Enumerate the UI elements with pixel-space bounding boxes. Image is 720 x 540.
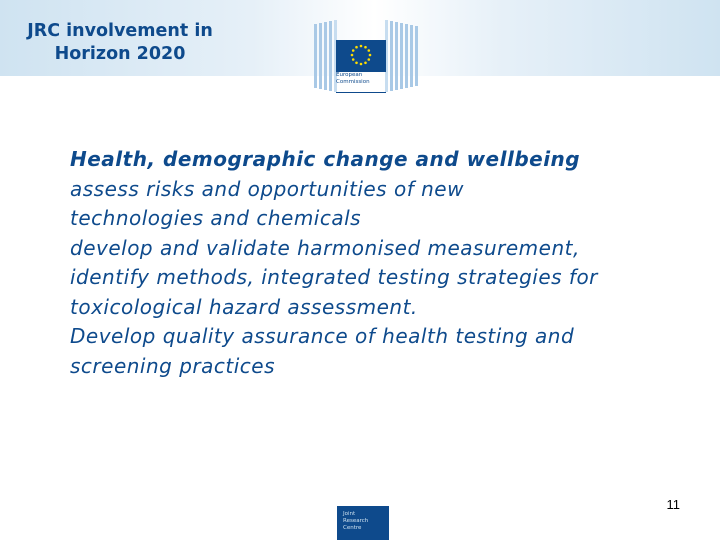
content-line: toxicological hazard assessment.	[70, 294, 418, 319]
ec-caption-line2: Commission	[336, 79, 370, 85]
content-line: assess risks and opportunities of new	[70, 176, 464, 201]
content-heading: Health, demographic change and wellbeing	[70, 147, 581, 171]
content-line: develop and validate harmonised measurement,	[70, 235, 580, 260]
slide-content	[70, 145, 690, 381]
content-line: identify methods, integrated testing strategies for	[70, 265, 598, 289]
european-commission-caption	[336, 72, 396, 86]
jrc-logo	[337, 506, 389, 540]
page-number: 11	[666, 497, 680, 512]
content-line: technologies and chemicals	[70, 206, 362, 230]
jrc-logo-line1: Joint	[343, 511, 356, 517]
jrc-logo-text	[343, 511, 368, 532]
jrc-logo-line3: Centre	[343, 525, 362, 531]
slide-title-line2: Horizon 2020	[54, 44, 186, 64]
european-commission-logo	[308, 18, 428, 98]
jrc-logo-line2: Research	[343, 518, 369, 524]
slide-title-line1: JRC involvement in	[27, 21, 213, 41]
content-line: Develop quality assurance of health testing and	[70, 324, 575, 348]
content-line: screening practices	[70, 353, 275, 378]
slide-title	[4, 20, 236, 66]
ec-caption-line1: European	[336, 72, 363, 78]
